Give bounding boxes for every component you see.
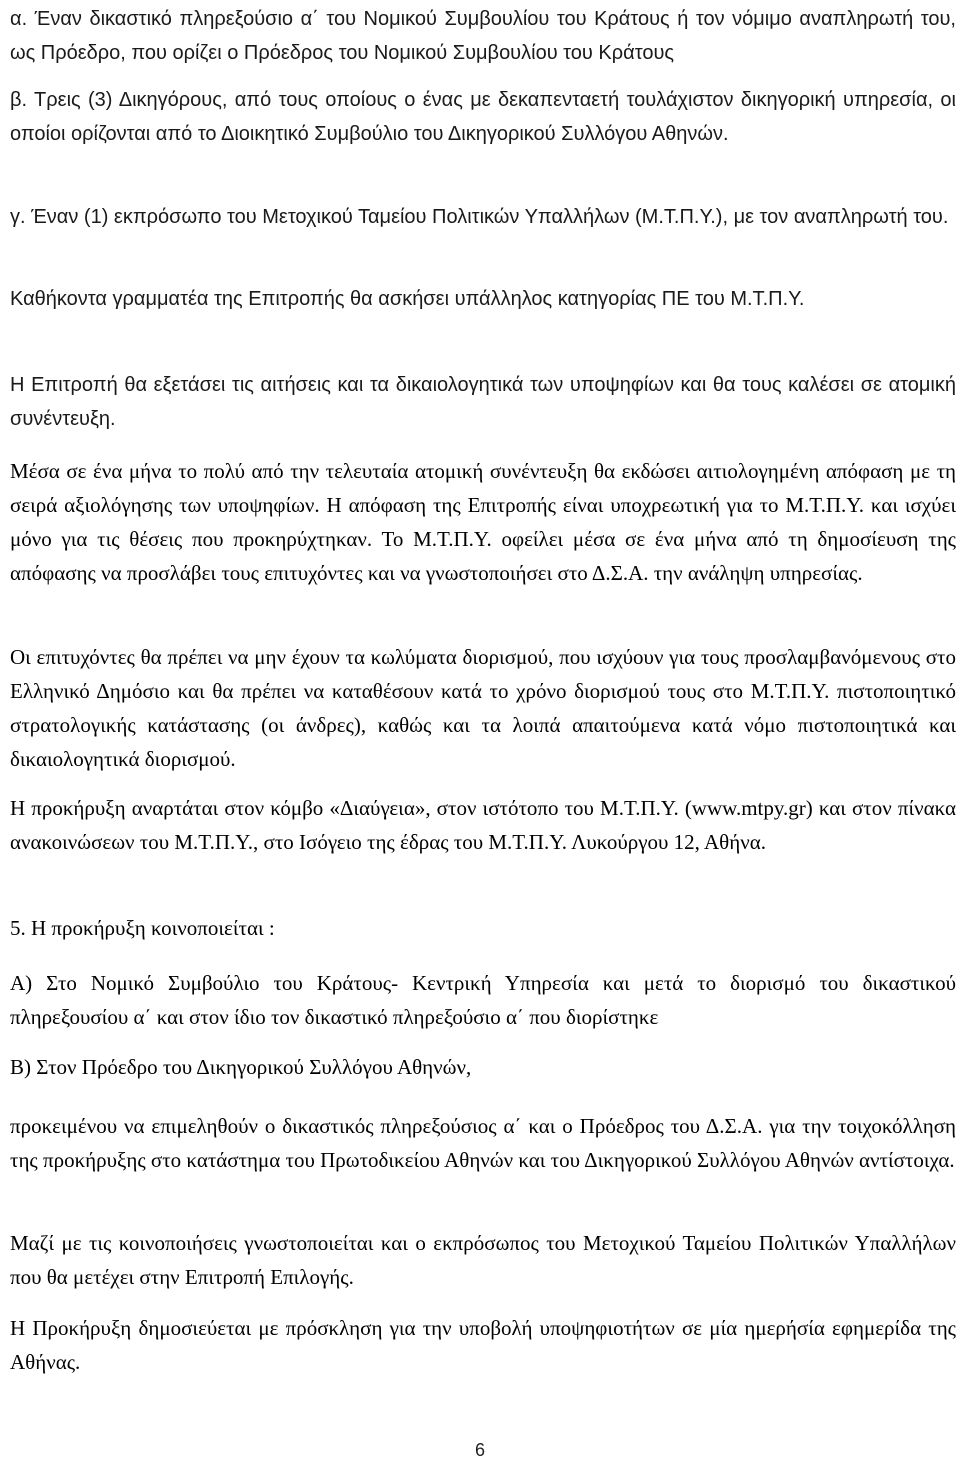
- paragraph-newspaper: Η Προκήρυξη δημοσιεύεται με πρόσκληση για την υποβολή υποψηφιοτήτων σε μία ημερήσία εφημερίδα της Αθήνας.: [10, 1316, 956, 1374]
- paragraph-requirements: Οι επιτυχόντες θα πρέπει να μην έχουν τα κωλύματα διορισμού, που ισχύουν για τους προσλαμβανόμενους στο Ελληνικό Δημόσιο και θα πρέπει να καταθέσουν κατά το χρόνο διορισμού τους στο Μ.Τ.Π.Υ. πιστοποιητικό στρατολογικής κατάστασης (οι άνδρες), καθώς και τα λοιπά απαιτούμενα κατά νόμο πιστοποιητικά και δικαιολογητικά διορισμού.: [10, 645, 956, 771]
- paragraph-recipient-b: Β) Στον Πρόεδρο του Δικηγορικού Συλλόγου Αθηνών,: [10, 1055, 472, 1079]
- paragraph-member-c: γ. Έναν (1) εκπρόσωπο του Μετοχικού Ταμείου Πολιτικών Υπαλλήλων (Μ.Τ.Π.Υ.), με τον αναπληρωτή του.: [10, 206, 949, 228]
- paragraph-member-a: α. Έναν δικαστικό πληρεξούσιο α΄ του Νομικού Συμβουλίου του Κράτους ή τον νόμιμο αναπληρωτή του, ως Πρόεδρο, που ορίζει ο Πρόεδρος του Νομικού Συμβουλίου του Κράτους: [10, 8, 956, 64]
- paragraph-member-b: β. Τρεις (3) Δικηγόρους, από τους οποίους ο ένας με δεκαπενταετή τουλάχιστον δικηγορική υπηρεσία, οι οποίοι ορίζονται από το Διοικητικό Συμβούλιο του Δικηγορικού Συλλόγου Αθηνών.: [10, 89, 956, 145]
- paragraph-decision: Μέσα σε ένα μήνα το πολύ από την τελευταία ατομική συνέντευξη θα εκδώσει αιτιολογημένη απόφαση με τη σειρά αξιολόγησης των υποψηφίων. Η απόφαση της Επιτροπής είναι υποχρεωτική για το Μ.Τ.Π.Υ. και ισχύει μόνο για τις θέσεις που προκηρύχτηκαν. Το Μ.Τ.Π.Υ. οφείλει μέσα σε ένα μήνα από τη δημοσίευση της απόφασης να προσλάβει τους επιτυχόντες και να γνωστοποιήσει στο Δ.Σ.Α. την ανάληψη υπηρεσίας.: [10, 459, 956, 585]
- paragraph-posting: προκειμένου να επιμεληθούν ο δικαστικός πληρεξούσιος α΄ και ο Πρόεδρος του Δ.Σ.Α. για την τοιχοκόλληση της προκήρυξης στο κατάστημα του Πρωτοδικείου Αθηνών και του Δικηγορικού Συλλόγου Αθηνών αντίστοιχα.: [10, 1114, 956, 1172]
- paragraph-secretary: Καθήκοντα γραμματέα της Επιτροπής θα ασκήσει υπάλληλος κατηγορίας ΠΕ του Μ.Τ.Π.Υ.: [10, 288, 805, 310]
- paragraph-committee-review: Η Επιτροπή θα εξετάσει τις αιτήσεις και τα δικαιολογητικά των υποψηφίων και θα τους καλέσει σε ατομική συνέντευξη.: [10, 374, 956, 430]
- paragraph-recipient-a: Α) Στο Νομικό Συμβούλιο του Κράτους- Κεντρική Υπηρεσία και μετά το διορισμό του δικαστικού πληρεξουσίου α΄ και στον ίδιο τον δικαστικό πληρεξούσιο α΄ που διορίστηκε: [10, 971, 956, 1029]
- paragraph-representative: Μαζί με τις κοινοποιήσεις γνωστοποιείται και ο εκπρόσωπος του Μετοχικού Ταμείου Πολιτικών Υπαλλήλων που θα μετέχει στην Επιτροπή Επιλογής.: [10, 1231, 956, 1289]
- page-number: 6: [474, 1440, 485, 1460]
- section-heading-notification: 5. Η προκήρυξη κοινοποιείται :: [10, 916, 275, 940]
- paragraph-publication: Η προκήρυξη αναρτάται στον κόμβο «Διαύγεια», στον ιστότοπο του Μ.Τ.Π.Υ. (www.mtpy.gr) και στον πίνακα ανακοινώσεων του Μ.Τ.Π.Υ., στο Ισόγειο της έδρας του Μ.Τ.Π.Υ. Λυκούργου 12, Αθήνα.: [10, 796, 956, 854]
